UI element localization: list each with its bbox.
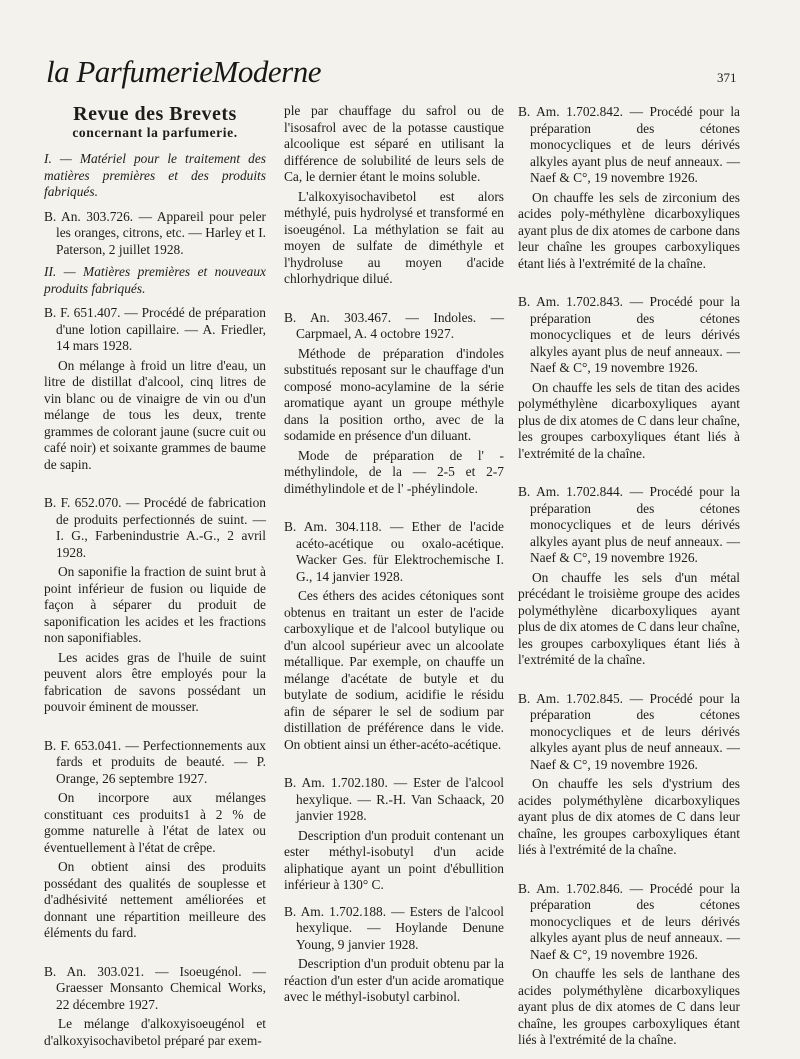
patent-paragraph: ple par chauffage du safrol ou de l'isosafrol avec de la potasse caustique alcoolique est séparé en utilisant la différence de solubilité de leurs sels de Ca, le dernier étant le moins soluble. <box>284 103 504 184</box>
patent-paragraph: On obtient ainsi des produits possédant des qualités de souplesse et d'adhésivité nettement améliorées et donnant une répartition meilleure des éléments du fard. <box>44 859 266 940</box>
patent-heading: B. An. 303.726. — Appareil pour peler les oranges, citrons, etc. — Harley et I. Paterson, 2 juillet 1928. <box>44 208 266 257</box>
column-3 <box>518 104 740 1049</box>
patent-paragraph: On chauffe les sels de lanthane des acides polyméthylène dicarboxyliques ayant plus de dix atomes de C dans leur chaîne, les groupes carboxyliques étant liés à l'extrémité de la chaîne. <box>518 966 740 1047</box>
patent-paragraph: On chauffe les sels d'un métal précédant le troisième groupe des acides polyméthylène dicarboxyliques ayant plus de dix atomes de C dans leur chaîne, les groupes carboxyliques étant liés à l'extrémité de la chaîne. <box>518 569 741 667</box>
patent-paragraph: On mélange à froid un litre d'eau, un litre de distillat d'alcool, cinq litres de vin blanc ou de vinaigre de vin ou d'un mélange de tous les deux, trente grammes de colorant jaune (sucre cuit ou café noir) et soixante grammes de baume de sapin. <box>44 357 266 472</box>
patent-paragraph: Description d'un produit contenant un ester méthyl-isobutyl d'un acide aliphatique ayant un point d'ébullition inférieur à 130° C. <box>284 827 504 892</box>
patent-heading: B. Am. 1.702.188. — Esters de l'alcool hexylique. — Hoylande Denune Young, 9 janvier 1928. <box>284 903 504 952</box>
patent-heading: B. Am. 1.702.844. — Procédé pour la préparation des cétones monocycliques et de leurs dérivés alkyles ayant plus de neuf anneaux. — Naef & C°, 19 novembre 1926. <box>518 484 740 565</box>
patent-heading: B. Am. 304.118. — Ether de l'acide acéto-acétique ou oxalo-acétique. Wacker Ges. für Elektrochemische I. G., 14 janvier 1928. <box>284 519 504 584</box>
patent-heading: B. F. 652.070. — Procédé de fabrication de produits perfectionnés de suint. — I. G., Farbenindustrie A.-G., 2 avril 1928. <box>44 495 266 560</box>
patent-paragraph: On chauffe les sels d'ystrium des acides polyméthylène dicarboxyliques ayant plus de dix atomes de C dans leur chaîne, les groupes carboxyliques étant liés à l'extrémité de la chaîne. <box>518 776 740 857</box>
patent-paragraph: Mode de préparation de l' -méthylindole, de la — 2-5 et 2-7 diméthylindole et de l' -phéylindole. <box>284 447 504 496</box>
column-2 <box>284 103 504 1006</box>
patent-paragraph: On incorpore aux mélanges constituant ces produits1 à 2 % de gomme naturelle à l'état de latex ou éventuellement à l'état de crêpe. <box>44 790 266 855</box>
patent-paragraph: L'alkoxyisochavibetol est alors méthylé, puis hydrolysé et transformé en isoeugénol. La méthylation se fait au moyen de sulfate de diméthyle et l'hydroluse au moyen d'acide chlorhydrique dilué. <box>284 188 504 286</box>
patent-heading: B. Am. 1.702.842. — Procédé pour la préparation des cétones monocycliques et de leurs dérivés alkyles ayant plus de neuf anneaux. — Naef & C°, 19 novembre 1926. <box>518 104 740 185</box>
patent-heading: B. Am. 1.702.846. — Procédé pour la préparation des cétones monocycliques et de leurs dérivés alkyles ayant plus de neuf anneaux. — Naef & C°, 19 novembre 1926. <box>518 880 740 962</box>
column-1 <box>44 100 266 1049</box>
patent-paragraph: Les acides gras de l'huile de suint peuvent alors être employés pour la fabrication de savons possédant un pouvoir éminent de mousser. <box>44 649 266 714</box>
patent-paragraph: On chauffe les sels de zirconium des acides poly-méthylène dicarboxyliques ayant plus de dix atomes de carbone dans leur chaîne les groupes carboxyliques étant liés à l'extrémité de la chaîne. <box>518 189 740 271</box>
category-heading-1: I. — Matériel pour le traitement des matières premières et des produits fabriqués. <box>44 151 266 199</box>
section-title: Revue des Brevets <box>73 103 237 125</box>
patent-paragraph: On saponifie la fraction de suint brut à point inférieur de fusion ou liquide de façon à séparer du produit de saponification les acides et les fractions non saponifiables. <box>44 564 266 645</box>
patent-paragraph: Le mélange d'alkoxyisoeugénol et d'alkoxyisochavibetol préparé par exem- <box>44 1016 266 1048</box>
patent-heading: B. Am. 1.702.845. — Procédé pour la préparation des cétones monocycliques et de leurs dérivés alkyles ayant plus de neuf anneaux. — Naef & C°, 19 novembre 1926. <box>518 690 740 772</box>
section-subtitle: concernant la parfumerie. <box>72 124 238 140</box>
patent-paragraph: Méthode de préparation d'indoles substitués reposant sur le chauffage d'un composé mono-acylamine de la série aromatique ayant un groupe méthyle dans la position ortho, avec de la sodamide en présence d'un diluant. <box>284 345 504 443</box>
patent-heading: B. F. 651.407. — Procédé de préparation d'une lotion capillaire. — A. Friedler, 14 mars 1928. <box>44 305 266 353</box>
patent-heading: B. An. 303.021. — Isoeugénol. — Graesser Monsanto Chemical Works, 22 décembre 1927. <box>44 963 266 1012</box>
patent-paragraph: On chauffe les sels de titan des acides polyméthylène dicarboxyliques ayant plus de dix atomes de C dans leur chaîne, les groupes carboxyliques étant liés à l'extrémité de la chaîne. <box>518 379 741 461</box>
patent-heading: B. F. 653.041. — Perfectionnements aux fards et produits de beauté. — P. Orange, 26 septembre 1927. <box>44 737 266 786</box>
patent-heading: B. An. 303.467. — Indoles. — Carpmael, A. 4 octobre 1927. <box>284 309 504 341</box>
category-heading-2: II. — Matières premières et nouveaux produits fabriqués. <box>44 264 266 296</box>
patent-paragraph: Ces éthers des acides cétoniques sont obtenus en traitant un ester de l'acide carboxylique et de l'alcool butylique ou d'un alcool supérieur avec un alcoolate métallique. Par exemple, on chauffe un mélange d'acétate de butyle et du butylate de sodium, acidifie le résidu afin de séparer le sel de sodium par distillation de préférence dans le vide. On obtient ainsi un éther-acéto-acétique. <box>284 588 504 752</box>
patent-paragraph: Description d'un produit obtenu par la réaction d'un ester d'un acide aromatique avec le méthyl-isobutyl carbinol. <box>284 956 504 1004</box>
patent-heading: B. Am. 1.702.180. — Ester de l'alcool hexylique. — R.-H. Van Schaack, 20 janvier 1928. <box>284 775 504 823</box>
patent-heading: B. Am. 1.702.843. — Procédé pour la préparation des cétones monocycliques et de leurs dérivés alkyles ayant plus de neuf anneaux. — Naef & C°, 19 novembre 1926. <box>518 294 740 375</box>
journal-masthead: la ParfumerieModerne <box>46 54 321 89</box>
page-number: 371 <box>717 70 737 85</box>
